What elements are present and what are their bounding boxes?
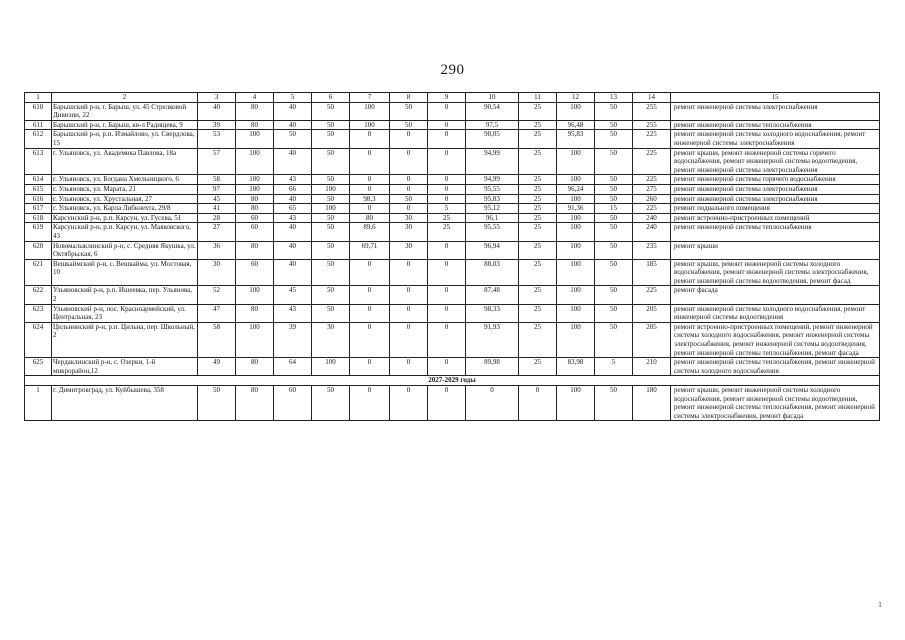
value-cell: 45 [274,286,312,304]
table-row [25,194,880,204]
table-row [25,102,880,120]
value-cell: 69,71 [350,241,390,259]
address-cell: Карсунский р-н, р.п. Карсун, ул. Маяковского, 43 [52,223,198,241]
address-cell: Барышский р-н, г. Барыш, кв-л Радищева, 9 [52,120,198,130]
value-cell: 50 [390,194,428,204]
value-cell: 0 [428,322,466,357]
column-number: 3 [198,93,236,103]
address-cell: Ульяновский р-н, р.п. Ишеевка, пер. Ульянова, 2 [52,286,198,304]
address-cell: Чердаклинский р-н, с. Озерки, 1-й микрорайон,12 [52,358,198,376]
value-cell: 100 [236,184,274,194]
value-cell: 58 [198,175,236,185]
value-cell: 50 [595,286,633,304]
value-cell: 50 [595,184,633,194]
value-cell: 100 [312,358,350,376]
work-type-cell: ремонт инженерной системы холодного водоснабжения, ремонт инженерной системы водоотведения [671,304,880,322]
value-cell: 100 [350,102,390,120]
value-cell: 205 [633,304,671,322]
work-type-cell: ремонт фасада [671,286,880,304]
row-number: 610 [25,102,52,120]
value-cell: 39 [274,322,312,357]
value-cell: 40 [274,241,312,259]
value-cell: 80 [236,204,274,214]
value-cell: 95,83 [557,130,595,148]
table-row [25,241,880,259]
row-number: 619 [25,223,52,241]
section-title: 2027-2029 годы [25,376,880,386]
value-cell: 0 [428,286,466,304]
row-number: 625 [25,358,52,376]
value-cell: 5 [428,204,466,214]
value-cell: 100 [557,194,595,204]
value-cell: 89,98 [466,358,519,376]
value-cell: 40 [274,223,312,241]
value-cell: 0 [350,259,390,286]
value-cell: 100 [557,223,595,241]
address-cell: Карсунский р-н, р.п. Карсун, ул. Гусева, 51 [52,213,198,223]
value-cell: 50 [595,322,633,357]
value-cell: 43 [274,304,312,322]
value-cell: 0 [466,386,519,421]
table-row [25,322,880,357]
value-cell: 0 [390,130,428,148]
value-cell: 260 [633,194,671,204]
value-cell: 0 [428,358,466,376]
value-cell: 98,3 [350,194,390,204]
value-cell: 39 [198,120,236,130]
value-cell: 0 [350,184,390,194]
value-cell: 0 [390,322,428,357]
value-cell: 0 [350,204,390,214]
value-cell: 52 [198,286,236,304]
value-cell: 97,5 [466,120,519,130]
value-cell: 47 [198,304,236,322]
work-type-cell: ремонт крыши [671,241,880,259]
value-cell: 40 [274,102,312,120]
value-cell: 25 [519,130,557,148]
value-cell: 205 [633,322,671,357]
work-type-cell: ремонт подвального помещения [671,204,880,214]
value-cell: 40 [274,148,312,175]
value-cell: 100 [557,175,595,185]
address-cell: г. Ульяновск, ул. Академика Павлова, 18а [52,148,198,175]
section-row [25,376,880,386]
value-cell: 255 [633,120,671,130]
column-number: 12 [557,93,595,103]
value-cell: 25 [519,286,557,304]
value-cell: 50 [595,259,633,286]
value-cell: 0 [428,184,466,194]
value-cell: 80 [236,358,274,376]
value-cell: 49 [198,358,236,376]
value-cell: 50 [198,386,236,421]
value-cell: 0 [350,386,390,421]
table-row [25,304,880,322]
value-cell: 100 [236,322,274,357]
row-number: 615 [25,184,52,194]
value-cell: 0 [428,102,466,120]
value-cell: 25 [519,241,557,259]
column-number: 9 [428,93,466,103]
value-cell: 100 [557,304,595,322]
address-cell: г. Ульяновск, ул. Богдана Хмельницкого, 6 [52,175,198,185]
value-cell: 66 [274,184,312,194]
row-number: 618 [25,213,52,223]
value-cell: 185 [633,259,671,286]
value-cell: 50 [312,286,350,304]
row-number: 613 [25,148,52,175]
value-cell: 60 [274,386,312,421]
work-type-cell: ремонт крыши, ремонт инженерной системы холодного водоснабжения, ремонт инженерной системы электроснабжения, ремонт инженерной системы водоотведения, ремонт фасад [671,259,880,286]
row-number: 617 [25,204,52,214]
value-cell: 60 [236,259,274,286]
table-row [25,130,880,148]
work-type-cell: ремонт крыши, ремонт инженерной системы горячего водоснабжения, ремонт инженерной системы водоотведения, ремонт инженерной системы электроснабжения [671,148,880,175]
column-number: 8 [390,93,428,103]
value-cell: 96,48 [557,120,595,130]
row-number: 624 [25,322,52,357]
value-cell: 0 [390,259,428,286]
value-cell: 36 [198,241,236,259]
value-cell: 50 [274,130,312,148]
value-cell: 50 [312,120,350,130]
work-type-cell: ремонт крыши, ремонт инженерной системы холодного водоснабжения, ремонт инженерной системы водоотведения, ремонт инженерной системы теплоснабжения, ремонт инженерной системы электроснабжения, ремонт фасада [671,386,880,421]
value-cell: 25 [519,223,557,241]
work-type-cell: ремонт инженерной системы теплоснабжения [671,120,880,130]
value-cell: 50 [312,304,350,322]
value-cell: 100 [557,148,595,175]
value-cell: 180 [633,386,671,421]
value-cell: 235 [633,241,671,259]
value-cell: 25 [519,204,557,214]
column-number: 15 [671,93,880,103]
column-number-row [25,93,880,103]
value-cell: 50 [595,148,633,175]
value-cell: 98,05 [466,130,519,148]
row-number: 622 [25,286,52,304]
value-cell: 50 [595,304,633,322]
value-cell: 0 [350,322,390,357]
column-number: 1 [25,93,52,103]
value-cell: 0 [350,175,390,185]
value-cell: 100 [557,241,595,259]
value-cell: 50 [312,241,350,259]
value-cell: 100 [236,175,274,185]
value-cell: 50 [312,148,350,175]
value-cell: 275 [633,184,671,194]
value-cell: 0 [428,386,466,421]
address-cell: Цильнинский р-н, р.п. Цильна, пер. Школьный, 2 [52,322,198,357]
value-cell: 53 [198,130,236,148]
value-cell: 225 [633,148,671,175]
value-cell: 50 [390,102,428,120]
value-cell: 96,1 [466,213,519,223]
value-cell: 50 [595,213,633,223]
value-cell: 50 [312,213,350,223]
value-cell: 15 [595,204,633,214]
value-cell: 100 [312,204,350,214]
address-cell: Барышский р-н, г. Барыш, ул. 45 Стрелковой Дивизии, 22 [52,102,198,120]
value-cell: 25 [519,120,557,130]
value-cell: 95,83 [466,194,519,204]
value-cell: 28 [198,213,236,223]
value-cell: 41 [198,204,236,214]
column-number: 2 [52,93,198,103]
value-cell: 240 [633,213,671,223]
value-cell: 25 [519,304,557,322]
table-row [25,213,880,223]
page-number: 290 [440,62,465,78]
value-cell: 25 [519,358,557,376]
value-cell: 80 [236,386,274,421]
value-cell: 0 [390,184,428,194]
value-cell: 97 [198,184,236,194]
capital-repair-table [24,92,880,421]
value-cell: 0 [390,304,428,322]
value-cell: 0 [428,259,466,286]
value-cell: 50 [595,223,633,241]
work-type-cell: ремонт инженерной системы электроснабжения [671,194,880,204]
value-cell: 100 [557,102,595,120]
value-cell: 50 [595,120,633,130]
column-number: 6 [312,93,350,103]
value-cell: 0 [350,304,390,322]
value-cell: 0 [390,286,428,304]
value-cell: 100 [236,130,274,148]
value-cell: 30 [390,241,428,259]
value-cell: 95,55 [466,184,519,194]
value-cell: 0 [350,148,390,175]
value-cell: 40 [274,194,312,204]
row-number: 614 [25,175,52,185]
value-cell: 25 [519,322,557,357]
table-row [25,386,880,421]
value-cell: 25 [428,213,466,223]
value-cell: 0 [390,204,428,214]
address-cell: Новомалыклинский р-н, с. Средняя Якушка, ул. Октябрьская, 6 [53,241,196,259]
value-cell: 50 [312,130,350,148]
column-number: 14 [633,93,671,103]
value-cell: 25 [519,102,557,120]
value-cell: 100 [557,322,595,357]
value-cell: 225 [633,175,671,185]
value-cell: 0 [428,241,466,259]
value-cell: 98,33 [466,304,519,322]
value-cell: 83,98 [557,358,595,376]
value-cell: 0 [428,175,466,185]
value-cell: 50 [595,241,633,259]
address-cell: Вешкаймский р-н, с. Вешкайма, ул. Мостовая, 10 [52,259,198,286]
value-cell: 100 [557,213,595,223]
value-cell: 50 [595,130,633,148]
value-cell: 0 [390,386,428,421]
column-number: 13 [595,93,633,103]
table-row [25,223,880,241]
value-cell: 25 [519,213,557,223]
value-cell: 80 [236,102,274,120]
value-cell: 60 [236,213,274,223]
value-cell: 95,12 [466,204,519,214]
value-cell: 30 [390,223,428,241]
value-cell: 65 [274,204,312,214]
value-cell: 94,99 [466,175,519,185]
value-cell: 100 [557,286,595,304]
row-number: 1 [25,386,52,421]
table-row [25,184,880,194]
value-cell: 0 [390,175,428,185]
value-cell: 0 [428,304,466,322]
value-cell: 5 [595,358,633,376]
value-cell: 50 [312,259,350,286]
value-cell: 25 [428,223,466,241]
value-cell: 25 [519,148,557,175]
value-cell: 100 [236,148,274,175]
table-row [25,148,880,175]
row-number: 623 [25,304,52,322]
value-cell: 0 [350,286,390,304]
value-cell: 43 [274,175,312,185]
value-cell: 40 [274,120,312,130]
work-type-cell: ремонт инженерной системы горячего водоснабжения [671,175,880,185]
value-cell: 89,6 [350,223,390,241]
row-number: 616 [25,194,52,204]
value-cell: 96,94 [466,241,519,259]
value-cell: 87,48 [466,286,519,304]
table-row [25,286,880,304]
value-cell: 25 [519,175,557,185]
value-cell: 80 [236,194,274,204]
value-cell: 210 [633,358,671,376]
value-cell: 64 [274,358,312,376]
value-cell: 50 [312,194,350,204]
value-cell: 95,55 [466,223,519,241]
table-row [25,175,880,185]
address-cell: Барышский р-н, р.п. Измайлово, ул. Свердлова, 15 [52,130,198,148]
table-row [25,358,880,376]
address-cell: г. Ульяновск, ул. Марата, 21 [52,184,198,194]
work-type-cell: ремонт инженерной системы теплоснабжения [671,223,880,241]
value-cell: 50 [390,120,428,130]
value-cell: 50 [595,102,633,120]
row-number: 612 [25,130,52,148]
value-cell: 255 [633,102,671,120]
value-cell: 94,99 [466,148,519,175]
value-cell: 96,24 [557,184,595,194]
value-cell: 100 [312,184,350,194]
value-cell: 25 [519,194,557,204]
value-cell: 30 [390,213,428,223]
value-cell: 100 [236,286,274,304]
address-cell: г. Ульяновск, ул. Хрустальная, 27 [52,194,198,204]
value-cell: 43 [274,213,312,223]
value-cell: 100 [557,259,595,286]
value-cell: 40 [198,102,236,120]
column-number: 5 [274,93,312,103]
value-cell: 45 [198,194,236,204]
column-number: 10 [466,93,519,103]
value-cell: 58 [198,322,236,357]
value-cell: 80 [236,241,274,259]
value-cell: 27 [198,223,236,241]
value-cell: 80 [236,120,274,130]
value-cell: 225 [633,204,671,214]
row-number: 621 [25,259,52,286]
value-cell: 225 [633,286,671,304]
value-cell: 100 [350,120,390,130]
value-cell: 91,93 [466,322,519,357]
value-cell: 0 [428,120,466,130]
value-cell: 0 [519,386,557,421]
value-cell: 30 [312,322,350,357]
value-cell: 80 [236,304,274,322]
value-cell: 0 [350,130,390,148]
value-cell: 100 [557,386,595,421]
value-cell: 30 [198,259,236,286]
value-cell: 50 [595,194,633,204]
value-cell: 50 [312,223,350,241]
work-type-cell: ремонт встроенно-пристроенных помещений, ремонт инженерной системы холодного водоснабжения, ремонт инженерной системы электроснабжения, ремонт инженерной системы водоотведения, ремонт инженерной системы теплоснабжения, ремонт фасада [671,322,880,357]
value-cell: 0 [428,130,466,148]
value-cell: 0 [390,148,428,175]
value-cell: 25 [519,184,557,194]
value-cell: 50 [312,102,350,120]
value-cell: 57 [198,148,236,175]
row-number: 611 [25,120,52,130]
value-cell: 25 [519,259,557,286]
value-cell: 50 [312,386,350,421]
value-cell: 91,36 [557,204,595,214]
value-cell: 90,54 [466,102,519,120]
corner-mark: 1 [878,600,882,609]
address-cell: г. Димитровград, ул. Куйбышева, 358 [52,386,198,421]
value-cell: 0 [428,148,466,175]
work-type-cell: ремонт инженерной системы электроснабжения [671,184,880,194]
value-cell: 50 [595,175,633,185]
work-type-cell: ремонт инженерной системы электроснабжения [671,102,880,120]
address-cell: г. Ульяновск, ул. Карла Либкнехта, 29/8 [52,204,198,214]
value-cell: 88,03 [466,259,519,286]
row-number: 620 [25,241,52,259]
value-cell: 50 [312,175,350,185]
value-cell: 60 [236,223,274,241]
column-number: 7 [350,93,390,103]
value-cell: 50 [595,386,633,421]
value-cell: 0 [428,194,466,204]
value-cell: 0 [390,358,428,376]
table-row [25,259,880,286]
value-cell: 40 [274,259,312,286]
address-cell: Ульяновский р-н, пос. Красноармейский, ул. Центральная, 23 [52,304,198,322]
work-type-cell: ремонт инженерной системы теплоснабжения, ремонт инженерной системы холодного водоснабжения [671,358,880,376]
value-cell: 240 [633,223,671,241]
table-row [25,204,880,214]
work-type-cell: ремонт инженерной системы холодного водоснабжения, ремонт инженерной системы электроснабжения [671,130,880,148]
value-cell: 225 [633,130,671,148]
column-number: 4 [236,93,274,103]
table-row [25,120,880,130]
value-cell: 80 [350,213,390,223]
value-cell: 0 [350,358,390,376]
work-type-cell: ремонт встроенно-пристроенных помещений [671,213,880,223]
column-number: 11 [519,93,557,103]
